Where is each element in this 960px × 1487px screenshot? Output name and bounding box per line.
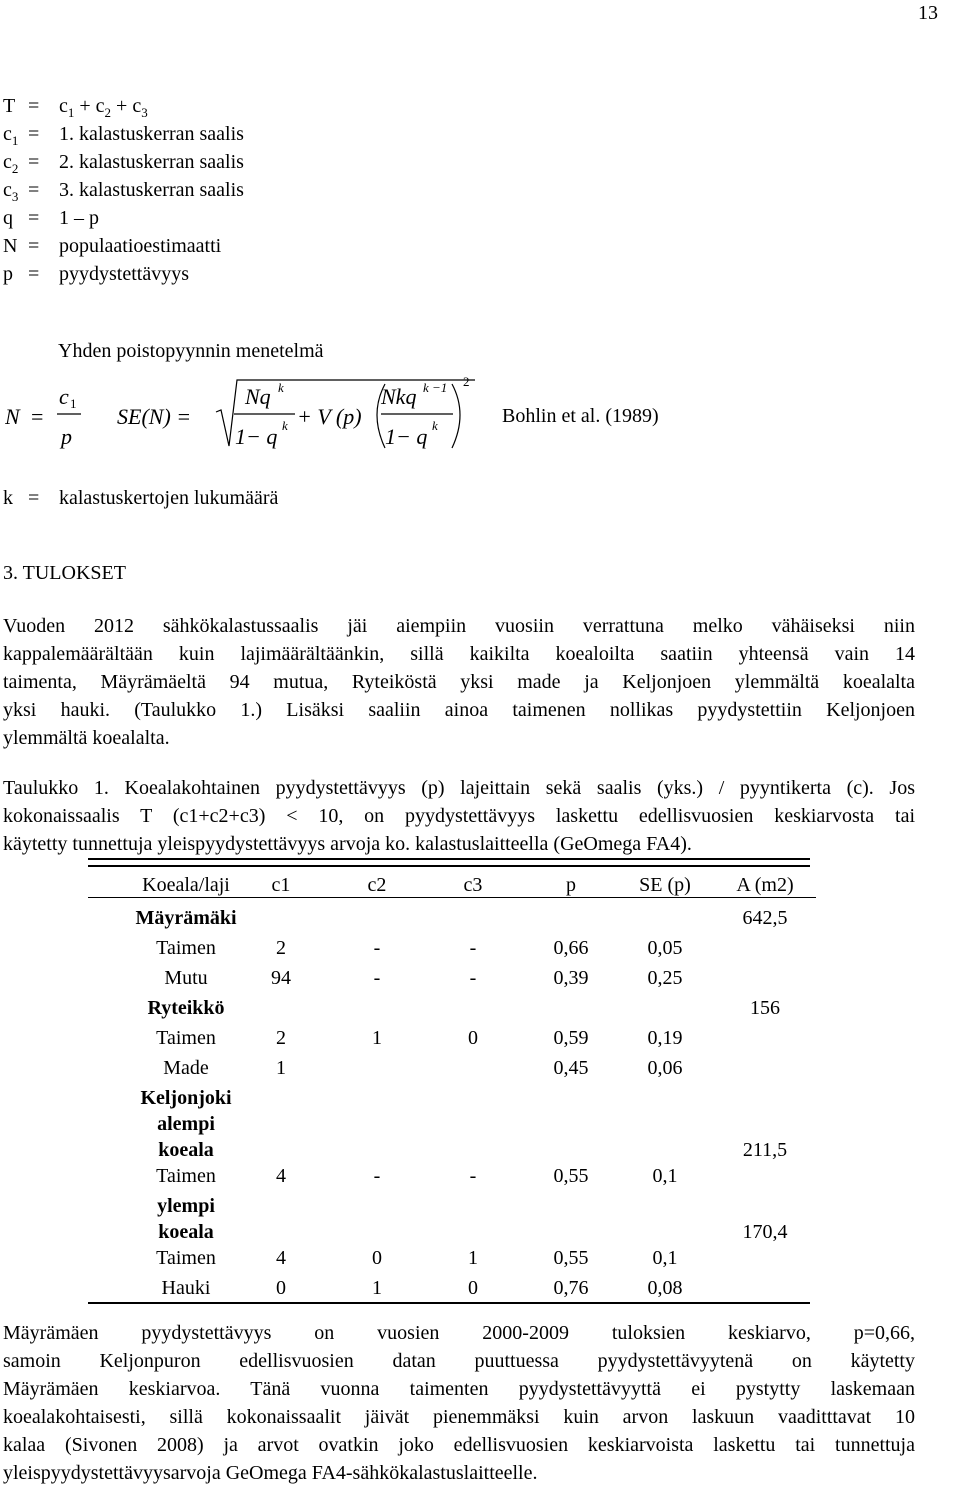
paragraph-results-line: kappalemäärältään kuin lajimäärältäänkin, sillä kaikilta koealoilta saatiin yhteensä vain 14 — [3, 643, 915, 665]
table-cell: 1 — [276, 1057, 286, 1079]
table-header-cell: SE (p) — [639, 874, 691, 896]
k-symbol: k — [3, 487, 13, 509]
formula-graphic — [5, 372, 725, 458]
term2-numerator-sup: k −1 — [423, 380, 448, 395]
definition-row — [3, 260, 244, 288]
table-cell: 0,55 — [553, 1247, 589, 1269]
table-cell: 0 — [468, 1027, 478, 1049]
term1-denominator: 1− q — [235, 424, 278, 449]
method-title: Yhden poistopyynnin menetelmä — [58, 340, 324, 362]
caption-line: Taulukko 1. Koealakohtainen pyydystettävyys (p) lajeittain sekä saalis (yks.) / pyyntikerta (c). Jos — [3, 777, 915, 799]
definition-symbol: T — [3, 95, 16, 117]
definition-symbol: $c_1$ — [3, 123, 19, 148]
table-row-label: Taimen — [156, 937, 216, 959]
paragraph-results-line: ylemmältä koealalta. — [3, 727, 170, 749]
paragraph-discussion-line: Mäyrämäen pyydystettävyys on vuosien 2000-2009 tuloksien keskiarvo, p=0,66, — [3, 1322, 915, 1344]
table-cell: 2 — [276, 937, 286, 959]
k-text: kalastuskertojen lukumäärä — [59, 487, 279, 509]
definition-symbol: N — [3, 235, 18, 257]
definition-text: 2. kalastuskerran saalis — [59, 151, 244, 173]
k-definition — [3, 484, 278, 512]
definition-row — [3, 232, 244, 260]
paragraph-discussion-line: koealakohtaisesti, sillä kokonaissaalit jäivät pienemmäksi kuin arvon laskuun vaaditttavat 10 — [3, 1406, 915, 1428]
caption-line: käytetty tunnettuja yleispyydystettävyys arvoja ko. kalastuslaitteella (GeOmega FA4). — [3, 833, 692, 855]
table-cell: 4 — [276, 1165, 286, 1187]
definitions-list — [3, 92, 244, 288]
definition-text: populaatioestimaatti — [59, 235, 222, 257]
table-cell: 0,25 — [647, 967, 683, 989]
table-row-label: Taimen — [156, 1247, 216, 1269]
table-caption — [3, 774, 915, 858]
table-row-label: Keljonjoki — [140, 1087, 232, 1109]
table-cell: 0,06 — [647, 1057, 683, 1079]
table-row-label: Mutu — [164, 967, 208, 989]
table-row-label: Hauki — [161, 1277, 211, 1299]
definition-row — [3, 176, 244, 204]
n-numerator: c — [59, 384, 69, 409]
definition-symbol: q — [3, 207, 13, 229]
definition-equals: = — [28, 263, 40, 285]
n-lhs: N — [5, 404, 20, 429]
citation: Bohlin et al. (1989) — [502, 405, 659, 427]
paragraph-results-line: yksi hauki. (Taulukko 1.) Lisäksi saaliin ainoa taimenen nollikas pyydystettiin Keljonjoen — [3, 699, 915, 721]
paragraph-discussion-line: samoin Keljonpuron edellisvuosien datan puuttuessa pyydystettävyytenä on käytetty — [3, 1350, 915, 1372]
term2-denominator: 1− q — [385, 424, 428, 449]
table-top-rule-2 — [88, 865, 810, 867]
table-row-label: koeala — [158, 1139, 214, 1161]
term2-denominator-sup: k — [432, 418, 438, 433]
square-exponent: 2 — [463, 374, 470, 389]
definition-row — [3, 120, 244, 148]
paragraph-results — [3, 612, 915, 752]
definition-row — [3, 204, 244, 232]
table-cell: 4 — [276, 1247, 286, 1269]
table-cell: - — [373, 967, 381, 989]
table-cell: - — [373, 937, 381, 959]
table-row-label: Taimen — [156, 1165, 216, 1187]
table-header-cell: A (m2) — [736, 874, 794, 896]
table-bottom-rule — [88, 1302, 810, 1304]
k-eq: = — [28, 487, 40, 509]
paragraph-results-line: taimenta, Mäyrämäeltä 94 mutua, Ryteiköstä yksi made ja Keljonjoen ylemmältä koealalta — [3, 671, 915, 693]
table-row-label: Made — [163, 1057, 209, 1079]
definition-symbol: p — [3, 263, 13, 285]
definition-equals: = — [28, 179, 40, 201]
table-header-cell: p — [566, 874, 576, 896]
table-cell: 1 — [468, 1247, 478, 1269]
definition-text: $c_1 + c_2 + c_3$ — [59, 95, 148, 120]
table-cell: 0,45 — [553, 1057, 589, 1079]
definition-symbol: $c_3$ — [3, 179, 19, 204]
table-header-rule — [88, 897, 816, 898]
formula-block — [5, 372, 725, 458]
n-numerator-sub: 1 — [70, 396, 77, 411]
table-cell: - — [373, 1165, 381, 1187]
definition-text: 1 – p — [59, 207, 99, 229]
term1-numerator-sup: k — [278, 380, 284, 395]
definition-text: 1. kalastuskerran saalis — [59, 123, 244, 145]
right-paren — [452, 384, 460, 448]
term1-numerator: Nq — [245, 384, 271, 409]
n-denominator: p — [61, 424, 72, 449]
table-row-label: ylempi — [157, 1195, 215, 1217]
section-heading: 3. TULOKSET — [3, 562, 126, 584]
table-cell: 1 — [372, 1277, 382, 1299]
definition-equals: = — [28, 235, 40, 257]
definition-symbol: $c_2$ — [3, 151, 19, 176]
term2-numerator: Nkq — [381, 384, 417, 409]
table-cell: 0,05 — [647, 937, 683, 959]
table-cell: 0,08 — [647, 1277, 683, 1299]
definition-equals: = — [28, 95, 40, 117]
definition-row — [3, 148, 244, 176]
term1-denominator-sup: k — [282, 418, 288, 433]
plus-vp: + V (p) — [297, 404, 362, 429]
table-cell: 0,66 — [553, 937, 589, 959]
definition-equals: = — [28, 151, 40, 173]
table-cell: - — [469, 1165, 477, 1187]
table-cell: 156 — [750, 997, 780, 1019]
paragraph-results-line: Vuoden 2012 sähkökalastussaalis jäi aiempiin vuosiin verrattuna melko vähäiseksi niin — [3, 615, 915, 637]
table-header-cell: c2 — [367, 874, 387, 896]
definition-equals: = — [28, 207, 40, 229]
table-header-cell: c3 — [463, 874, 483, 896]
definition-text: 3. kalastuskerran saalis — [59, 179, 244, 201]
table-cell: 0,19 — [647, 1027, 683, 1049]
table-cell: 94 — [271, 967, 291, 989]
se-lhs: SE(N) = — [117, 404, 192, 429]
table-row-label: Taimen — [156, 1027, 216, 1049]
table-row-label: Mäyrämäki — [135, 907, 237, 929]
paragraph-discussion-line: Mäyrämäen keskiarvoa. Tänä vuonna taimenten pyydystettävyyttä ei pystytty laskemaan — [3, 1378, 915, 1400]
table-header-cell: c1 — [271, 874, 291, 896]
table-cell: - — [469, 937, 477, 959]
table-cell: 0,1 — [652, 1165, 678, 1187]
n-eq: = — [31, 404, 44, 429]
page-number: 13 — [918, 2, 938, 24]
table-cell: 211,5 — [742, 1139, 788, 1161]
table-cell: 0 — [276, 1277, 286, 1299]
paragraph-discussion — [3, 1319, 915, 1487]
paragraph-discussion-line: kalaa (Sivonen 2008) ja arvot ovatkin joko edellisvuosien keskiarvoista laskettu tai tunnettuja — [3, 1434, 915, 1456]
paragraph-discussion-line: yleispyydystettävyysarvoja GeOmega FA4-sähkökalastuslaitteelle. — [3, 1462, 538, 1484]
table-cell: 0,39 — [553, 967, 589, 989]
table-cell: 0 — [372, 1247, 382, 1269]
table-cell: 2 — [276, 1027, 286, 1049]
table-top-rule — [88, 858, 810, 860]
table-cell: 0,55 — [553, 1165, 589, 1187]
table-cell: 170,4 — [742, 1221, 788, 1243]
table-cell: - — [469, 967, 477, 989]
table-row-label: alempi — [157, 1113, 215, 1135]
definition-text: pyydystettävyys — [59, 263, 189, 285]
table-cell: 0,1 — [652, 1247, 678, 1269]
table-cell: 0,59 — [553, 1027, 589, 1049]
table-row-label: Ryteikkö — [147, 997, 225, 1019]
table-cell: 0,76 — [553, 1277, 589, 1299]
table-header-cell: Koeala/laji — [142, 874, 230, 896]
caption-line: kokonaissaalis T (c1+c2+c3) < 10, on pyydystettävyys laskettu edellisvuosien keskiarvosta tai — [3, 805, 915, 827]
definition-equals: = — [28, 123, 40, 145]
table-cell: 0 — [468, 1277, 478, 1299]
table-cell: 642,5 — [742, 907, 788, 929]
definition-row — [3, 92, 244, 120]
table-row-label: koeala — [158, 1221, 214, 1243]
table-cell: 1 — [372, 1027, 382, 1049]
